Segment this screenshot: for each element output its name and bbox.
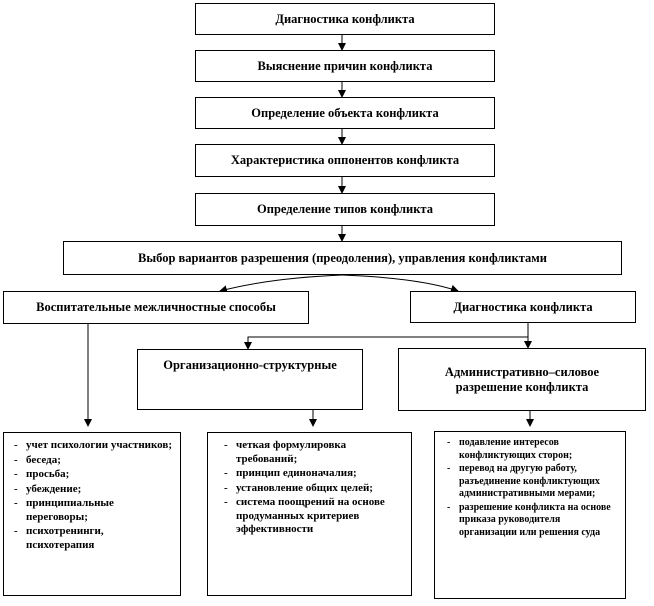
- organizational-box: Организационно-структурные: [137, 349, 363, 410]
- organizational-list: [207, 432, 412, 596]
- administrative-box: Административно–силовое разрешение конфликта: [398, 348, 646, 411]
- list-item: - учет психологии участников;: [14, 439, 174, 453]
- list-item: - принципиальные переговоры;: [14, 497, 174, 524]
- arrow-right-org: [248, 323, 528, 349]
- administrative-list: [434, 431, 626, 599]
- step-object: Определение объекта конфликта: [195, 97, 495, 129]
- list-item: - установление общих целей;: [224, 482, 405, 496]
- list-item: - разрешение конфликта на основе приказа руководителя организации или решения суда: [447, 502, 619, 540]
- list-item: - подавление интересов конфликтующих сторон;: [447, 437, 619, 462]
- diagnostics-methods-box: Диагностика конфликта: [410, 291, 636, 323]
- arrow-choice-left: [220, 275, 342, 291]
- list-item: - четкая формулировка требований;: [224, 439, 405, 466]
- step-opponents: Характеристика оппонентов конфликта: [195, 144, 495, 177]
- list-item: - просьба;: [14, 468, 174, 482]
- list-item: - беседа;: [14, 454, 174, 468]
- step-diagnostics: Диагностика конфликта: [195, 3, 495, 35]
- list-item: - система поощрений на основе продуманных критериев эффективности: [224, 496, 405, 537]
- choice-box: Выбор вариантов разрешения (преодоления), управления конфликтами: [63, 241, 622, 275]
- list-item: - убеждение;: [14, 483, 174, 497]
- educational-list: [3, 432, 181, 596]
- list-item: - перевод на другую работу, разъединение конфликтующих административными мерами;: [447, 463, 619, 501]
- arrow-choice-right: [342, 275, 458, 291]
- list-item: - принцип единоначалия;: [224, 467, 405, 481]
- step-causes: Выяснение причин конфликта: [195, 50, 495, 82]
- list-item: - психотренинги, психотерапия: [14, 525, 174, 552]
- educational-methods-box: Воспитательные межличностные способы: [3, 291, 309, 324]
- step-types: Определение типов конфликта: [195, 193, 495, 226]
